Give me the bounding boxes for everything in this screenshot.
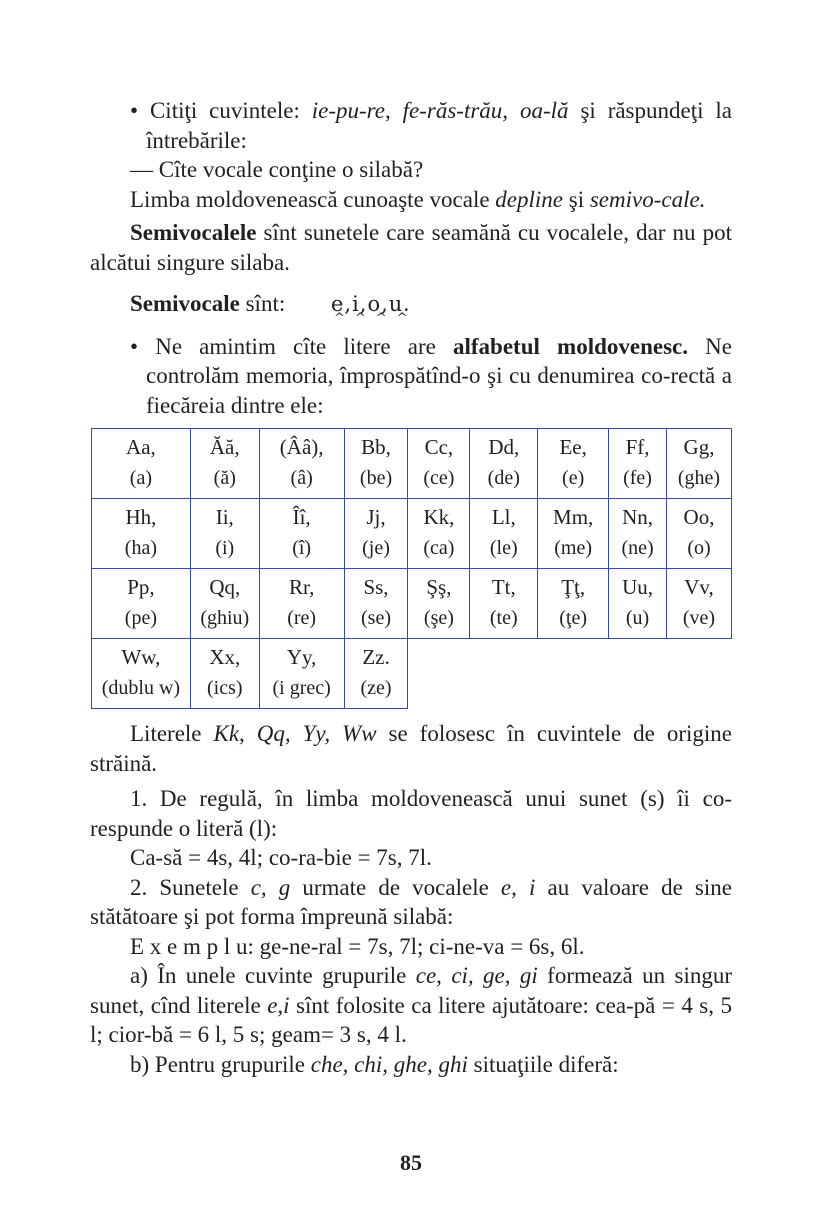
alphabet-cell <box>259 429 344 499</box>
letter-pair: Tt, <box>491 575 516 599</box>
text: sînt folosite ca litere ajutătoare: cea-pă = 4 s, 5 l; cior-bă = 6 l, 5 s; geam= 3 s, 4 l. <box>90 992 732 1047</box>
alphabet-table <box>91 428 732 709</box>
alphabet-cell <box>408 429 470 499</box>
letter-pair: Ţţ, <box>561 575 586 599</box>
groups-ce-ci-ge-gi: ce, ci, ge, gi <box>415 963 538 988</box>
letter-name: (ghe) <box>677 467 721 489</box>
text: b) Pentru grupurile <box>130 1051 311 1077</box>
letter-pair: Nn, <box>622 505 653 529</box>
instruction-alphabet <box>90 332 732 421</box>
letter-name: (ţe) <box>559 607 588 629</box>
letter-pair: Aa, <box>126 435 156 459</box>
letter-pair: Ss, <box>363 575 389 599</box>
alphabet-cell <box>92 569 191 639</box>
text: sînt: <box>239 291 291 316</box>
text: urmate de vocalele <box>290 874 501 900</box>
letter-pair: Pp, <box>127 575 155 599</box>
letter-name: (be) <box>359 467 393 489</box>
empty-cell <box>408 639 470 709</box>
letter-name: (re) <box>287 607 317 629</box>
letter-name: (î) <box>292 537 312 559</box>
term-semivocale: semivo-cale. <box>589 186 706 212</box>
alphabet-cell <box>92 429 191 499</box>
letter-pair: Îî, <box>292 505 311 529</box>
rule-1: 1. De regulă, în limba moldovenească unui sunet (s) îi co-respunde o literă (l): <box>90 786 732 841</box>
instruction-read-words <box>90 96 732 155</box>
letter-pair: Hh, <box>125 505 157 529</box>
letter-name: (ha) <box>124 537 157 559</box>
empty-cell <box>667 639 732 709</box>
letter-name: (ve) <box>682 607 716 629</box>
example-words: ie-pu-re, fe-răs-trău, oa-lă <box>311 98 569 123</box>
alphabet-cell <box>609 429 667 499</box>
paragraph-foreign-letters <box>90 719 732 778</box>
alphabet-row <box>92 569 732 639</box>
alphabet-cell <box>344 639 408 709</box>
term-alfabet: alfabetul moldovenesc. <box>453 333 689 359</box>
alphabet-cell <box>408 499 470 569</box>
alphabet-cell <box>470 569 538 639</box>
alphabet-cell <box>190 639 259 709</box>
text: şi răspundeţi la întrebările: <box>146 98 733 153</box>
paragraph-vowels <box>90 185 732 215</box>
letter-pair: Qq, <box>209 575 241 599</box>
rule-2-example: E x e m p l u: ge-ne-ral = 7s, 7l; ci-ne-va = 6s, 6l. <box>130 933 585 959</box>
groups-che-chi-ghe-ghi: che, chi, ghe, ghi <box>310 1051 468 1077</box>
letter-pair: Gg, <box>683 435 715 459</box>
letters-cg: c, g <box>250 874 291 900</box>
letter-name: (ă) <box>213 467 236 489</box>
letter-pair: Yy, <box>286 645 317 669</box>
text: • Ne amintim cîte litere are <box>130 333 453 359</box>
alphabet-cell <box>609 499 667 569</box>
text: 2. Sunetele <box>130 874 251 900</box>
letter-pair: Dd, <box>488 435 520 459</box>
empty-cell <box>609 639 667 709</box>
alphabet-cell <box>190 429 259 499</box>
letters: e,i,o,u <box>330 292 404 316</box>
letter-pair: Rr, <box>288 575 315 599</box>
alphabet-cell <box>344 499 408 569</box>
letter-name: (fe) <box>623 467 652 489</box>
letter-list: Kk, Qq, Yy, Ww <box>213 721 377 746</box>
alphabet-cell <box>408 569 470 639</box>
letter-name: (şe) <box>423 607 454 629</box>
letter-name: (se) <box>361 607 391 629</box>
alphabet-cell <box>259 499 344 569</box>
text: au valoare de sine stătătoare şi pot forma împreună silabă: <box>90 874 732 929</box>
letter-pair: Cc, <box>424 435 454 459</box>
breve-marks: ^^^^ <box>333 311 418 326</box>
paragraph-semivowel-definition <box>90 218 732 277</box>
alphabet-cell <box>259 569 344 639</box>
text: formează un singur sunet, cînd literele <box>90 963 732 1018</box>
letter-pair: Mm, <box>553 505 594 529</box>
letter-name: (ze) <box>360 677 392 699</box>
letter-pair: Bb, <box>361 435 391 459</box>
letter-name: (te) <box>489 607 518 629</box>
letter-name: (me) <box>554 537 593 559</box>
term-semivocale-bold: Semivocale <box>130 291 240 316</box>
letter-pair: Ii, <box>215 505 234 529</box>
question-line: — Cîte vocale conţine o silabă? <box>130 157 424 182</box>
alphabet-row <box>92 499 732 569</box>
text: sînt sunetele care seamănă cu vocalele, dar nu pot alcătui singure silaba. <box>90 220 732 275</box>
text: şi <box>563 186 590 212</box>
alphabet-cell <box>667 499 732 569</box>
rule-2a <box>90 961 732 1050</box>
rule-1-example: Ca-să = 4s, 4l; co-ra-bie = 7s, 7l. <box>130 845 432 870</box>
letter-name: (u) <box>625 607 650 629</box>
semivowel-list <box>90 289 732 326</box>
text: Limba moldovenească cunoaşte vocale <box>130 186 496 212</box>
page-number: 85 <box>400 1150 422 1175</box>
letter-pair: Ll, <box>491 505 516 529</box>
letter-name: (ce) <box>423 467 455 489</box>
letter-pair: Ww, <box>121 645 161 669</box>
empty-cell <box>470 639 538 709</box>
letter-pair: Ee, <box>559 435 587 459</box>
alphabet-row <box>92 639 732 709</box>
alphabet-cell <box>190 499 259 569</box>
alphabet-cell <box>667 429 732 499</box>
alphabet-cell <box>344 429 408 499</box>
letter-pair: Kk, <box>423 505 455 529</box>
letter-name: (i) <box>215 537 235 559</box>
letter-name: (je) <box>362 537 390 559</box>
alphabet-cell <box>92 639 191 709</box>
text: Literele <box>130 721 214 746</box>
letter-name: (ne) <box>621 537 654 559</box>
text: • Citiţi cuvintele: <box>130 98 312 123</box>
letter-pair: Xx, <box>209 645 241 669</box>
text: . <box>403 291 410 316</box>
letter-pair: Ăă, <box>209 435 240 459</box>
text: Ne controlăm memoria, împrospătînd-o şi cu denumirea co-rectă a fiecăreia dintre ele: <box>146 333 732 418</box>
empty-cell <box>538 639 609 709</box>
letters-e-i: e,i <box>267 992 290 1018</box>
letter-name: (o) <box>687 537 711 559</box>
alphabet-cell <box>190 569 259 639</box>
letter-name: (ca) <box>423 537 455 559</box>
letters-ei: e, i <box>500 874 536 900</box>
alphabet-cell <box>609 569 667 639</box>
letter-pair: Şş, <box>426 575 452 599</box>
letter-pair: Ff, <box>625 435 650 459</box>
alphabet-cell <box>344 569 408 639</box>
term-depline: depline <box>495 186 563 212</box>
letter-pair: Oo, <box>683 505 715 529</box>
alphabet-cell <box>667 569 732 639</box>
text: a) În unele cuvinte grupurile <box>130 963 416 988</box>
text: se folosesc în cuvintele de origine străină. <box>90 721 732 776</box>
letter-name: (pe) <box>124 607 157 629</box>
text: situaţiile diferă: <box>467 1051 619 1077</box>
alphabet-cell <box>538 499 609 569</box>
alphabet-cell <box>538 569 609 639</box>
letter-pair: (Ââ), <box>279 435 324 459</box>
term-semivocalele: Semivocalele <box>130 220 257 245</box>
letter-name: (e) <box>562 467 585 489</box>
rule-2 <box>90 873 732 932</box>
rule-2b <box>90 1050 732 1080</box>
letter-pair: Uu, <box>622 575 653 599</box>
letter-name: (dublu w) <box>101 677 181 699</box>
letter-pair: Jj, <box>366 505 386 529</box>
letter-name: (ghiu) <box>200 607 250 629</box>
letter-pair: Vv, <box>684 575 714 599</box>
semivowel-letters <box>291 290 418 326</box>
letter-pair: Zz. <box>362 645 390 669</box>
alphabet-cell <box>470 499 538 569</box>
alphabet-row <box>92 429 732 499</box>
letter-name: (le) <box>489 537 518 559</box>
letter-name: (i grec) <box>272 677 331 699</box>
letter-name: (a) <box>129 467 152 489</box>
letter-name: (ics) <box>207 677 243 699</box>
alphabet-cell <box>470 429 538 499</box>
letter-name: (de) <box>487 467 520 489</box>
alphabet-cell <box>259 639 344 709</box>
page-body <box>90 96 732 1079</box>
alphabet-cell <box>538 429 609 499</box>
alphabet-cell <box>92 499 191 569</box>
letter-name: (â) <box>290 467 313 489</box>
